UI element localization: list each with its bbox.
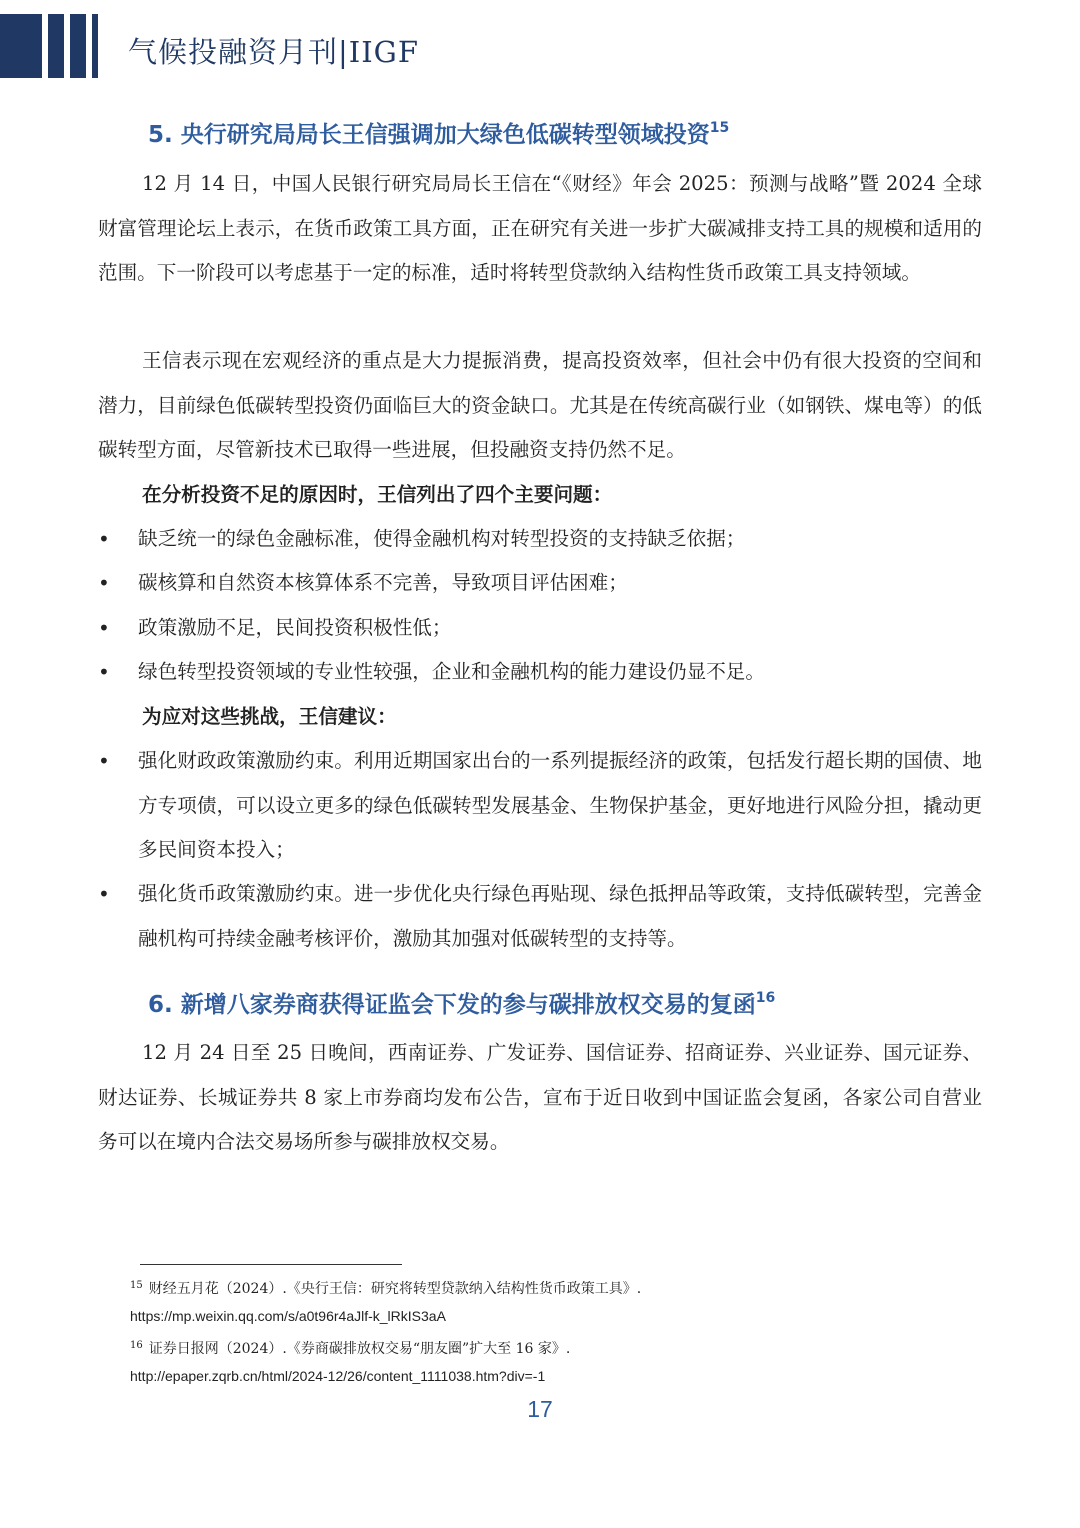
page-header bbox=[0, 0, 1080, 90]
page-number: 17 bbox=[527, 1396, 553, 1422]
footnote-15 bbox=[130, 1276, 641, 1299]
bullet-icon: • bbox=[98, 749, 110, 773]
list-item bbox=[98, 872, 982, 961]
list-item-text: 碳核算和自然资本核算体系不完善，导致项目评估困难； bbox=[138, 571, 628, 594]
footnote-text: 财经五月花（2024）.《央行王信：研究将转型贷款纳入结构性货币政策工具》. bbox=[148, 1281, 642, 1297]
bullet-icon: • bbox=[98, 527, 110, 551]
section-5-title: 5. 央行研究局局长王信强调加大绿色低碳转型领域投资 bbox=[148, 122, 710, 148]
footnote-ref-16[interactable]: 16 bbox=[755, 990, 776, 1006]
list-item-text: 缺乏统一的绿色金融标准，使得金融机构对转型投资的支持缺乏依据； bbox=[138, 527, 746, 550]
header-decor-bar bbox=[92, 14, 98, 78]
footnote-15-url[interactable]: https://mp.weixin.qq.com/s/a0t96r4aJlf-k_lRkIS3aA bbox=[130, 1308, 446, 1324]
list-item bbox=[98, 650, 982, 695]
footnote-ref-15[interactable]: 15 bbox=[709, 120, 730, 136]
footnote-divider bbox=[140, 1264, 402, 1265]
section-6-title: 6. 新增八家券商获得证监会下发的参与碳排放权交易的复函 bbox=[148, 992, 756, 1018]
section-6-heading bbox=[148, 986, 775, 1019]
list-item bbox=[98, 606, 982, 651]
list-item-text: 强化货币政策激励约束。进一步优化央行绿色再贴现、绿色抵押品等政策，支持低碳转型，完善金融机构可持续金融考核评价，激励其加强对低碳转型的支持等。 bbox=[138, 882, 982, 950]
footnote-text: 证券日报网（2024）.《券商碳排放权交易“朋友圈”扩大至 16 家》. bbox=[148, 1341, 571, 1357]
section-5-heading bbox=[148, 116, 729, 149]
list-item bbox=[98, 517, 982, 562]
section-6-paragraph-1: 12 月 24 日至 25 日晚间，西南证券、广发证券、国信证券、招商证券、兴业证券、国元证券、财达证券、长城证券共 8 家上市券商均发布公告，宣布于近日收到中国证监会复函，各家公司自营业务可以在境内合法交易场所参与碳排放权交易。 bbox=[98, 1041, 982, 1153]
list-item-text: 绿色转型投资领域的专业性较强，企业和金融机构的能力建设仍显不足。 bbox=[138, 660, 765, 683]
publication-title: 气候投融资月刊|IIGF bbox=[128, 35, 419, 69]
suggestions-intro: 为应对这些挑战，王信建议： bbox=[142, 705, 397, 728]
footnote-number: 15 bbox=[130, 1280, 143, 1291]
bullet-icon: • bbox=[98, 571, 110, 595]
footnote-number: 16 bbox=[130, 1340, 143, 1351]
footnote-16 bbox=[130, 1336, 570, 1359]
list-item-text: 强化财政政策激励约束。利用近期国家出台的一系列提振经济的政策，包括发行超长期的国债、地方专项债，可以设立更多的绿色低碳转型发展基金、生物保护基金，更好地进行风险分担，撬动更多民间资本投入； bbox=[138, 749, 982, 861]
list-item bbox=[98, 739, 982, 873]
section-5-paragraph-2: 王信表示现在宏观经济的重点是大力提振消费，提高投资效率，但社会中仍有很大投资的空间和潜力，目前绿色低碳转型投资仍面临巨大的资金缺口。尤其是在传统高碳行业（如钢铁、煤电等）的低碳转型方面，尽管新技术已取得一些进展，但投融资支持仍然不足。 bbox=[98, 349, 982, 461]
problems-intro: 在分析投资不足的原因时，王信列出了四个主要问题： bbox=[142, 483, 613, 506]
list-item bbox=[98, 561, 982, 606]
list-item-text: 政策激励不足，民间投资积极性低； bbox=[138, 616, 452, 639]
header-decor-bar bbox=[0, 14, 42, 78]
header-decor-bar bbox=[70, 14, 86, 78]
bullet-icon: • bbox=[98, 882, 110, 906]
bullet-icon: • bbox=[98, 616, 110, 640]
bullet-icon: • bbox=[98, 660, 110, 684]
footnote-16-url[interactable]: http://epaper.zqrb.cn/html/2024-12/26/content_1111038.htm?div=-1 bbox=[130, 1368, 546, 1384]
header-decor-bar bbox=[48, 14, 64, 78]
section-5-paragraph-1: 12 月 14 日，中国人民银行研究局局长王信在“《财经》年会 2025：预测与战略”暨 2024 全球财富管理论坛上表示，在货币政策工具方面，正在研究有关进一步扩大碳减排支持工具的规模和适用的范围。下一阶段可以考虑基于一定的标准，适时将转型贷款纳入结构性货币政策工具支持领域。 bbox=[98, 172, 982, 284]
